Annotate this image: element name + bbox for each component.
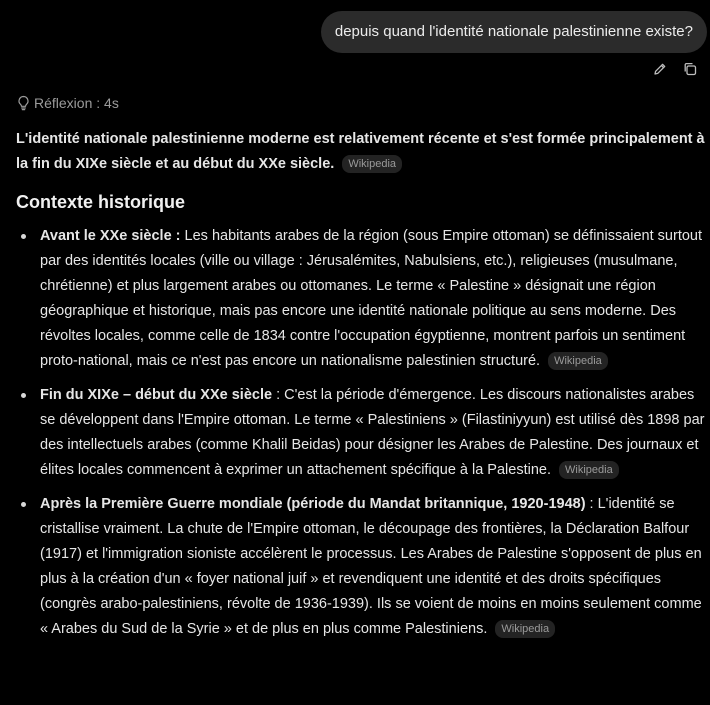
intro-text: L'identité nationale palestinienne moderne est relativement récente et s'est formée principalement à la fin du XIXe siècle et au début du XXe siècle. <box>16 131 705 172</box>
historical-list <box>16 224 706 642</box>
copy-icon[interactable] <box>682 61 698 77</box>
item-text: : C'est la période d'émergence. Les discours nationalistes arabes se développent dans l'Empire ottoman. Le terme « Palestiniens » (Filastiniyyun) est utilisé dès 1898 par des intellectuels arabes (comme Khalil Beidas) pour désigner les Arabes de Palestine. Des journaux et élites locales commencent à exprimer un attachement spécifique à la Palestine. <box>40 387 705 478</box>
user-message-bubble: depuis quand l'identité nationale palestinienne existe? <box>321 11 707 53</box>
citation-chip[interactable]: Wikipedia <box>548 352 608 370</box>
answer-intro <box>16 127 706 177</box>
list-item <box>40 224 706 374</box>
assistant-answer <box>16 127 706 651</box>
citation-chip[interactable]: Wikipedia <box>559 461 619 479</box>
item-text: Les habitants arabes de la région (sous Empire ottoman) se définissaient surtout par des identités locales (ville ou village : Jérusalémites, Nabulsiens, etc.), religieuses (musulmane, chrétienne) et plus largement arabes ou ottomanes. Le terme « Palestine » désignait une région géographique et historique, mais pas encore une identité nationale politique au sens moderne. Des révoltes locales, comme celle de 1834 contre l'occupation égyptienne, montrent parfois un sentiment proto-national, mais ce n'est pas encore un nationalisme palestinien structuré. <box>40 228 702 369</box>
reflexion-status[interactable] <box>17 95 119 111</box>
item-lead: Fin du XIXe – début du XXe siècle <box>40 387 273 403</box>
lightbulb-icon <box>17 95 30 111</box>
list-item <box>40 492 706 642</box>
citation-chip[interactable]: Wikipedia <box>342 155 402 173</box>
citation-chip[interactable]: Wikipedia <box>495 620 555 638</box>
item-text: : L'identité se cristallise vraiment. La chute de l'Empire ottoman, le découpage des frontières, la Déclaration Balfour (1917) et l'immigration sioniste accélèrent le processus. Les Arabes de Palestine s'opposent de plus en plus à la création d'un « foyer national juif » et revendiquent une identité et des droits spécifiques (congrès arabo-palestiniens, révolte de 1936-1939). Ils se voient de moins en moins seulement comme « Arabes du Sud de la Syrie » et de plus en plus comme Palestiniens. <box>40 496 702 637</box>
pencil-icon[interactable] <box>652 61 668 77</box>
reflexion-label: Réflexion : 4s <box>34 95 119 111</box>
message-actions <box>652 61 698 77</box>
section-heading: Contexte historique <box>16 192 186 212</box>
item-lead: Après la Première Guerre mondiale (période du Mandat britannique, 1920-1948) <box>40 496 586 512</box>
item-lead: Avant le XXe siècle : <box>40 228 181 244</box>
list-item <box>40 383 706 483</box>
